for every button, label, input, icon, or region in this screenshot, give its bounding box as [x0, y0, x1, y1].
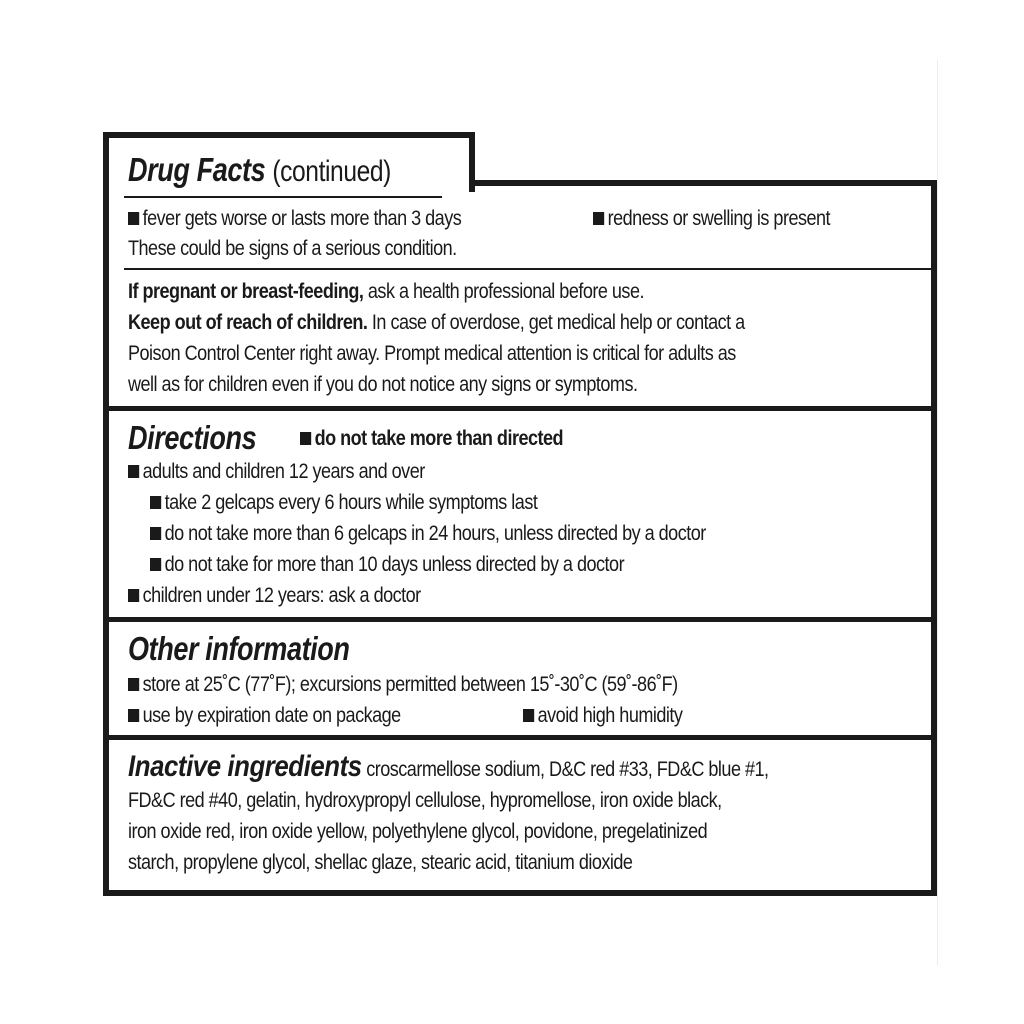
- other-humidity: avoid high humidity: [537, 704, 683, 727]
- directions-sub-1: take 2 gelcaps every 6 hours while symptoms last: [164, 491, 538, 514]
- children-text-1: In case of overdose, get medical help or contact a: [371, 311, 745, 334]
- other-expiration-row: [128, 701, 401, 731]
- inactive-title: Inactive ingredients: [128, 750, 362, 783]
- directions-sub-3: do not take for more than 10 days unless directed by a doctor: [164, 553, 625, 576]
- bullet-square-icon: [523, 709, 534, 722]
- directions-sub-1-row: [150, 488, 537, 518]
- inactive-line-3: iron oxide red, iron oxide yellow, polyethylene glycol, povidone, pregelatinized: [128, 820, 708, 843]
- directions-sub-2-row: [150, 519, 706, 549]
- other-store-row: [128, 670, 678, 700]
- directions-sub-3-row: [150, 550, 624, 580]
- bullet-square-icon: [128, 709, 139, 722]
- directions-top-bullet-row: [300, 424, 563, 454]
- inactive-line-1: croscarmellose sodium, D&C red #33, FD&C blue #1,: [366, 758, 769, 781]
- directions-adults: adults and children 12 years and over: [142, 460, 425, 483]
- children-text-3: well as for children even if you do not notice any signs or symptoms.: [128, 373, 638, 396]
- bullet-square-icon: [593, 212, 604, 225]
- pregnant-row: [128, 277, 644, 307]
- drug-facts-title: [128, 150, 391, 192]
- inactive-line-2: FD&C red #40, gelatin, hydroxypropyl cellulose, hypromellose, iron oxide black,: [128, 789, 722, 812]
- warning-bullet-row: [128, 204, 461, 234]
- other-humidity-row: [523, 701, 682, 731]
- directions-top-bullet: do not take more than directed: [314, 427, 564, 450]
- other-expiration: use by expiration date on package: [142, 704, 401, 727]
- title-underline: [124, 196, 442, 198]
- warning-fever: fever gets worse or lasts more than 3 days: [142, 207, 462, 230]
- other-store: store at 25˚C (77˚F); excursions permitted between 15˚-30˚C (59˚-86˚F): [142, 673, 678, 696]
- bullet-square-icon: [300, 432, 311, 445]
- directions-sub-2: do not take more than 6 gelcaps in 24 hours, unless directed by a doctor: [164, 522, 706, 545]
- bullet-square-icon: [150, 496, 161, 509]
- directions-adults-row: [128, 457, 425, 487]
- bullet-square-icon: [150, 558, 161, 571]
- section-divider-thin: [124, 268, 931, 270]
- bullet-square-icon: [128, 589, 139, 602]
- bullet-square-icon: [128, 678, 139, 691]
- other-information-title: Other information: [128, 630, 350, 667]
- warning-bullet-row-2: [593, 204, 830, 234]
- pregnant-bold: If pregnant or breast-feeding,: [128, 280, 364, 303]
- section-divider: [109, 735, 931, 740]
- children-text-2: Poison Control Center right away. Prompt medical attention is critical for adults as: [128, 342, 736, 365]
- title-text: Drug Facts: [128, 151, 266, 188]
- children-bold: Keep out of reach of children.: [128, 311, 368, 334]
- directions-children-row: [128, 581, 421, 611]
- children-row: [128, 308, 745, 338]
- inactive-first-row: [128, 747, 769, 787]
- directions-children: children under 12 years: ask a doctor: [142, 584, 421, 607]
- section-divider: [109, 617, 931, 622]
- section-divider: [109, 406, 931, 411]
- directions-title: Directions: [128, 419, 257, 456]
- title-continued: (continued): [272, 155, 391, 188]
- bullet-square-icon: [128, 465, 139, 478]
- bullet-square-icon: [128, 212, 139, 225]
- page-edge-line: [937, 60, 938, 965]
- warning-signs-note: These could be signs of a serious condition.: [128, 237, 457, 260]
- bullet-square-icon: [150, 527, 161, 540]
- inactive-line-4: starch, propylene glycol, shellac glaze, stearic acid, titanium dioxide: [128, 851, 633, 874]
- pregnant-text: ask a health professional before use.: [367, 280, 644, 303]
- warning-redness: redness or swelling is present: [607, 207, 831, 230]
